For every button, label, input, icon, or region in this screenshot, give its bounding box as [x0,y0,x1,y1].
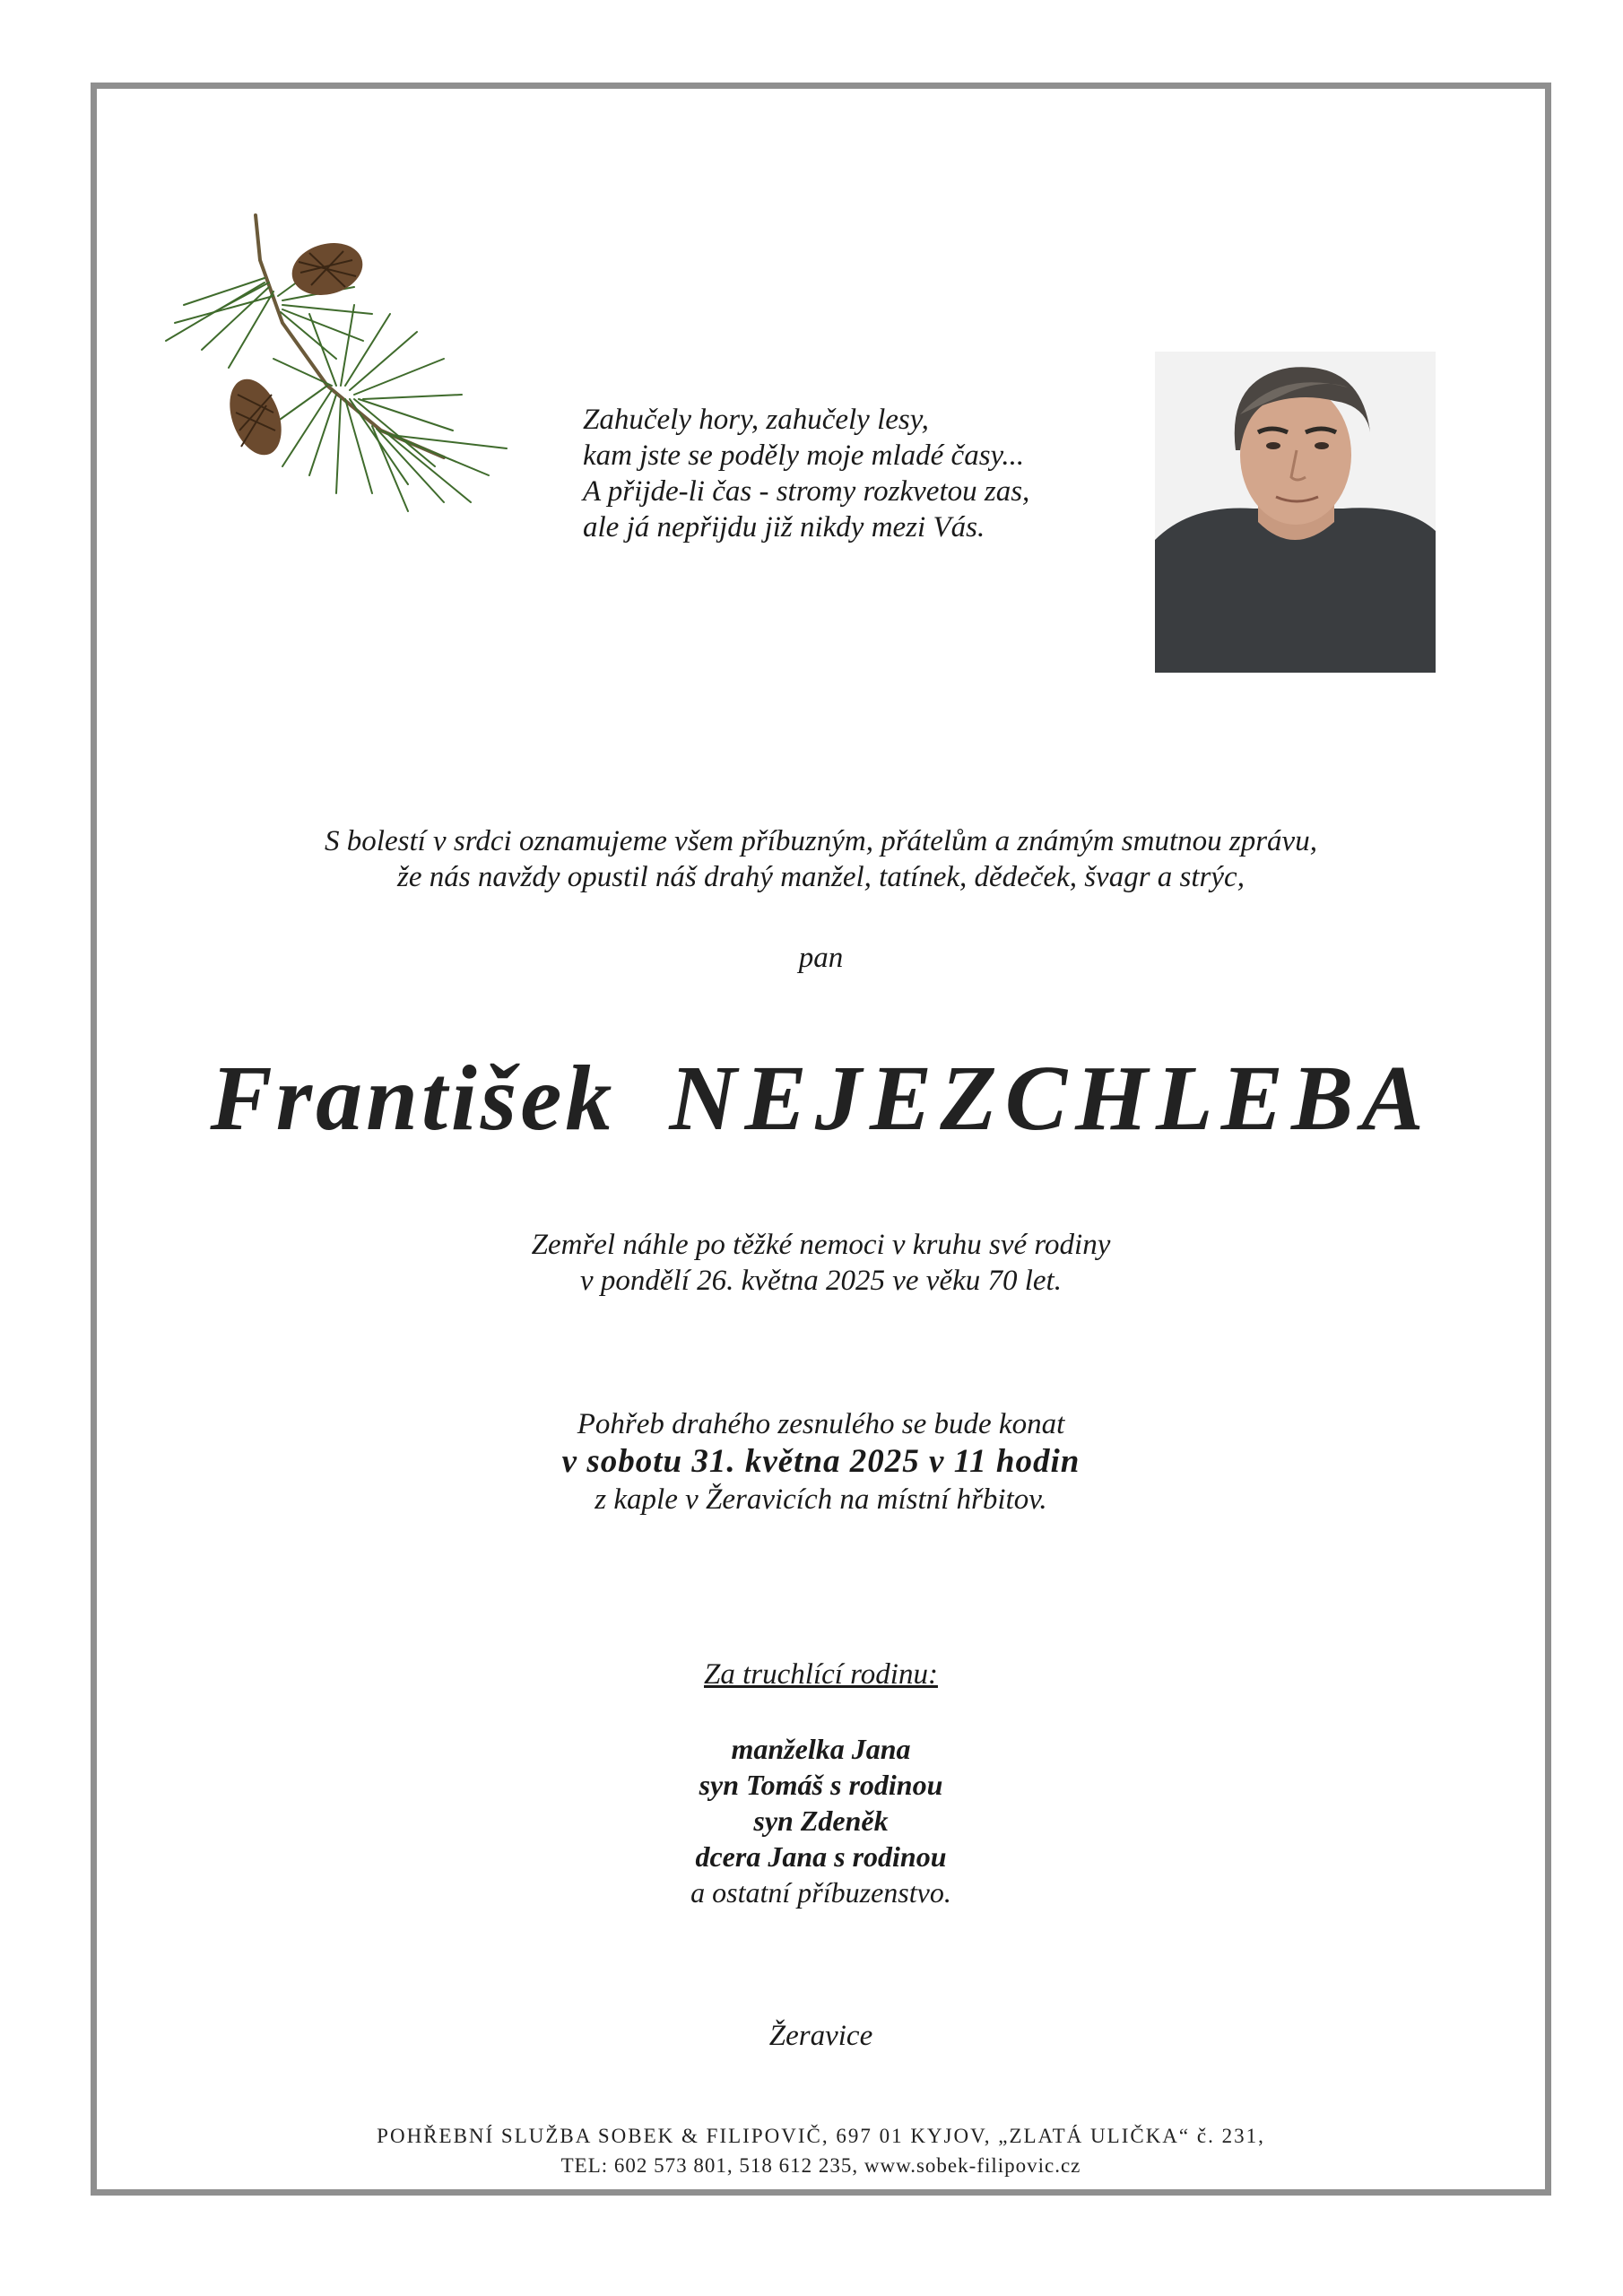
portrait-photo [1155,352,1436,673]
announcement-line-2: že nás navždy opustil náš drahý manžel, tatínek, dědeček, švagr a strýc, [397,861,1245,893]
pine-cone-icon [286,236,369,303]
last-name: NEJEZCHLEBA [669,1047,1432,1150]
mourner: dcera Jana s rodinou [695,1840,947,1873]
deceased-name [91,1045,1551,1152]
honorific: pan [798,942,844,974]
footer-line-2: TEL: 602 573 801, 518 612 235, www.sobek-filipovic.cz [560,2154,1081,2177]
funeral-info [91,1406,1551,1518]
pine-branch-icon [148,206,525,529]
mourner: syn Zdeněk [753,1805,889,1837]
poem-line: A přijde-li čas - stromy rozkvetou zas, [583,475,1030,508]
funeral-service-footer [91,2121,1551,2180]
funeral-line-3: z kaple v Žeravicích na místní hřbitov. [595,1483,1047,1516]
announcement [91,823,1551,895]
mourner: manželka Jana [731,1733,911,1765]
death-info-line-2: v pondělí 26. května 2025 ve věku 70 let. [580,1265,1062,1297]
death-info [91,1227,1551,1299]
poem-line: kam jste se poděly moje mladé časy... [583,439,1025,472]
mourners-list [91,1731,1551,1910]
funeral-datetime: v sobotu 31. května 2025 v 11 hodin [561,1443,1081,1480]
footer-line-1: POHŘEBNÍ SLUŽBA SOBEK & FILIPOVIČ, 697 01 KYJOV, „ZLATÁ ULIČKA“ č. 231, [377,2125,1265,2147]
poem-line: ale já nepřijdu již nikdy mezi Vás. [583,511,985,544]
place: Žeravice [768,2020,873,2052]
mourners-others: a ostatní příbuzenstvo. [690,1876,951,1909]
mourner: syn Tomáš s rodinou [699,1769,943,1801]
mourners-heading: Za truchlící rodinu: [704,1658,938,1691]
announcement-line-1: S bolestí v srdci oznamujeme všem příbuzným, přátelům a známým smutnou zprávu, [325,825,1317,857]
poem [583,402,1139,545]
death-info-line-1: Zemřel náhle po těžké nemoci v kruhu své rodiny [531,1229,1111,1261]
poem-line: Zahučely hory, zahučely lesy, [583,404,929,436]
first-name: František [210,1047,616,1150]
funeral-line-1: Pohřeb drahého zesnulého se bude konat [577,1408,1065,1440]
